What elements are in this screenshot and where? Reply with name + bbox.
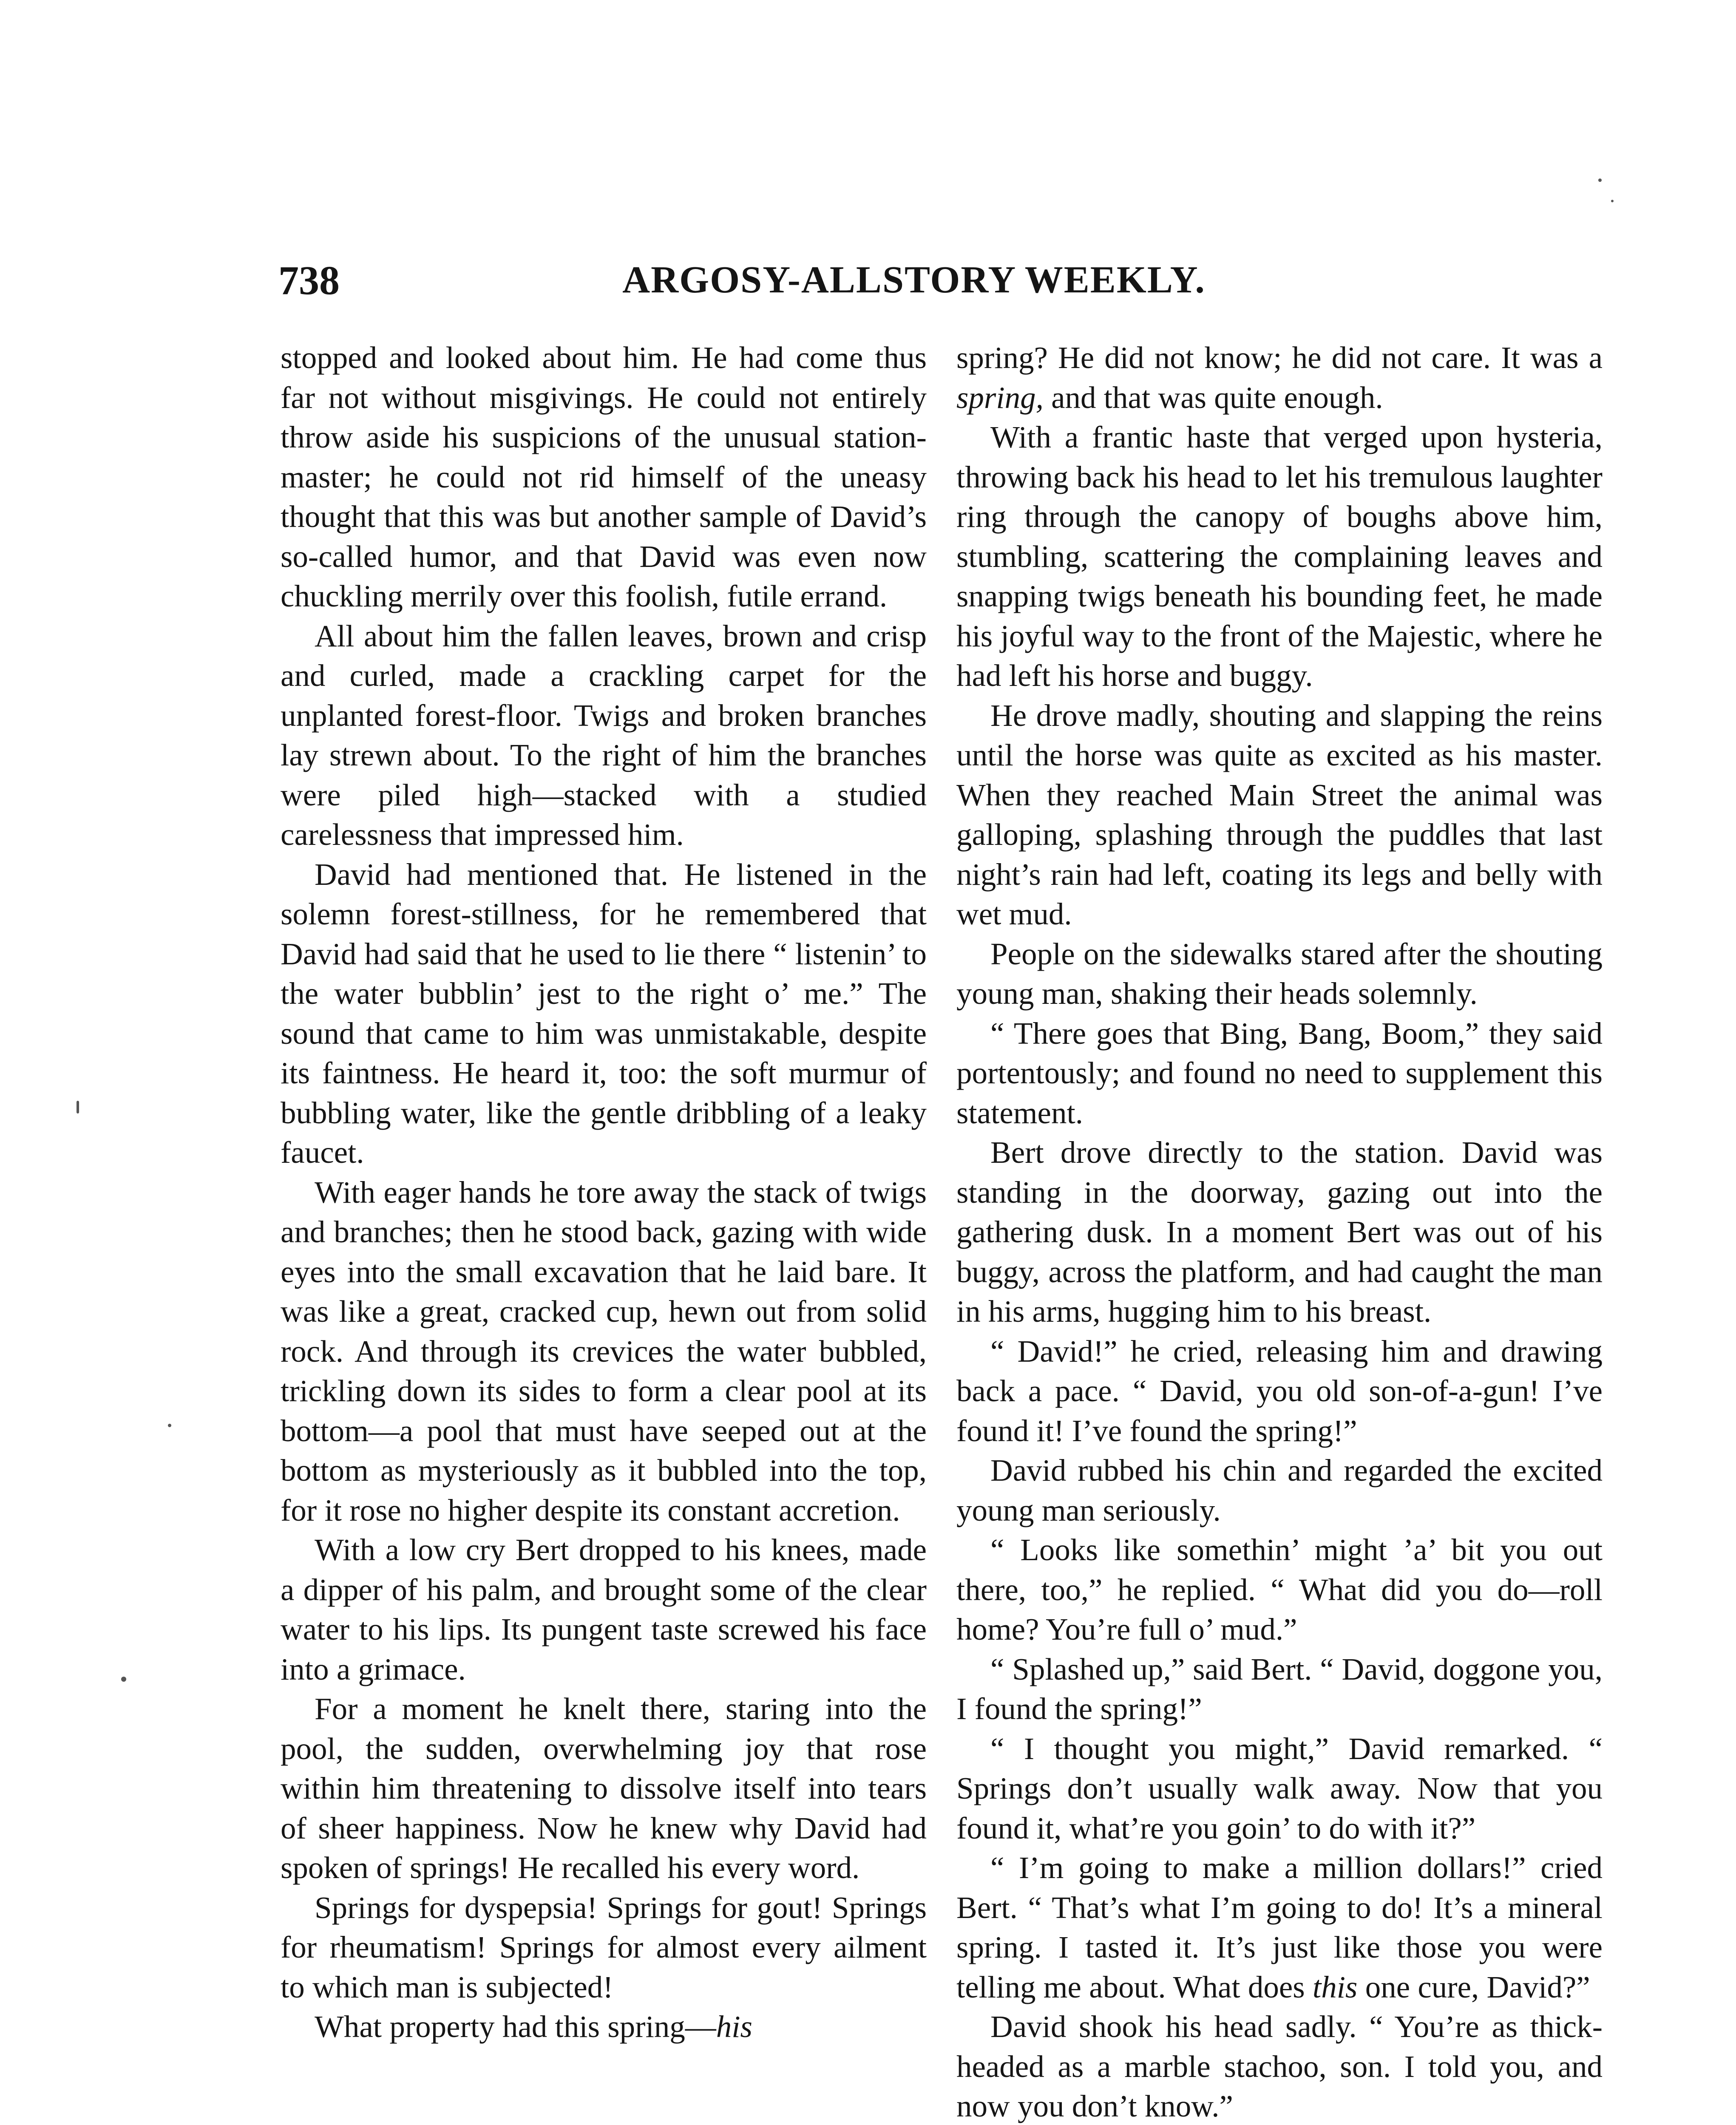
- scan-speck: [121, 1677, 126, 1682]
- paragraph: With a low cry Bert dropped to his knees, made a dipper of his palm, and brought some of the clear water to his lips. Its pungent taste screwed his face into a grimace.: [281, 1533, 927, 1686]
- paragraph: “ I’m going to make a million dollars!” cried Bert. “ That’s what I’m going to do! It’s a mineral spring. I tasted it. It’s just like those you were telling me about. What does this one cure, David?”: [956, 1850, 1603, 2004]
- left-column: [281, 338, 927, 2047]
- scan-speck: [1598, 178, 1602, 182]
- paragraph: stopped and looked about him. He had come thus far not without misgivings. He could not entirely throw aside his suspicions of the unusual station-master; he could not rid himself of the uneasy thought that this was but another sample of David’s so-called humor, and that David was even now chuckling merrily over this foolish, futile errand.: [281, 340, 927, 613]
- scan-speck: [168, 1424, 171, 1427]
- paragraph: spring? He did not know; he did not care. It was a spring, and that was quite enough.: [956, 340, 1603, 415]
- page-number: 738: [278, 258, 340, 303]
- paragraph: David rubbed his chin and regarded the excited young man seriously.: [956, 1453, 1603, 1527]
- paragraph: “ Splashed up,” said Bert. “ David, doggone you, I found the spring!”: [956, 1652, 1603, 1726]
- paragraph: Springs for dyspepsia! Springs for gout! Springs for rheumatism! Springs for almost every ailment to which man is subjected!: [281, 1890, 927, 2004]
- right-column: [956, 338, 1603, 2125]
- paragraph: With eager hands he tore away the stack of twigs and branches; then he stood back, gazing with wide eyes into the small excavation that he laid bare. It was like a great, cracked cup, hewn out from solid rock. And through its crevices the water bubbled, trickling down its sides to form a clear pool at its bottom—a pool that must have seeped out at the bottom as mysteriously as it bubbled into the top, for it rose no higher despite its constant accretion.: [281, 1175, 927, 1527]
- scan-speck: [1611, 200, 1614, 202]
- paragraph: “ David!” he cried, releasing him and drawing back a pace. “ David, you old son-of-a-gun! I’ve found it! I’ve found the spring!”: [956, 1334, 1603, 1448]
- paragraph: What property had this spring—his: [315, 2009, 752, 2044]
- paragraph: “ Looks like somethin’ might ’a’ bit you out there, too,” he replied. “ What did you do—roll home? You’re full o’ mud.”: [956, 1533, 1603, 1646]
- running-head: ARGOSY-ALLSTORY WEEKLY.: [622, 259, 1206, 301]
- paragraph: All about him the fallen leaves, brown and crisp and curled, made a crackling carpet for the unplanted forest-floor. Twigs and broken branches lay strewn about. To the right of him the branches were piled high—stacked with a studied carelessness that impressed him.: [281, 618, 927, 852]
- paragraph: David had mentioned that. He listened in the solemn forest-stillness, for he remembered that David had said that he used to lie there “ listenin’ to the water bubblin’ jest to the right o’ me.” The sound that came to him was unmistakable, despite its faintness. He heard it, too: the soft murmur of bubbling water, like the gentle dribbling of a leaky faucet.: [281, 857, 927, 1170]
- paragraph: “ I thought you might,” David remarked. “ Springs don’t usually walk away. Now that you found it, what’re you goin’ to do with it?”: [956, 1731, 1603, 1845]
- scan-speck: [77, 1101, 79, 1114]
- paragraph: He drove madly, shouting and slapping the reins until the horse was quite as excited as his master. When they reached Main Street the animal was galloping, splashing through the puddles that last night’s rain had left, coating its legs and belly with wet mud.: [956, 698, 1603, 931]
- paragraph: For a moment he knelt there, staring into the pool, the sudden, overwhelming joy that rose within him threatening to dissolve itself into tears of sheer happiness. Now he knew why David had spoken of springs! He recalled his every word.: [281, 1692, 927, 1885]
- paragraph: “ There goes that Bing, Bang, Boom,” they said portentously; and found no need to supplement this statement.: [956, 1016, 1603, 1130]
- paragraph: With a frantic haste that verged upon hysteria, throwing back his head to let his tremulous laughter ring through the canopy of boughs above him, stumbling, scattering the complaining leaves and snapping twigs beneath his bounding feet, he made his joyful way to the front of the Majestic, where he had left his horse and buggy.: [956, 420, 1603, 693]
- paragraph: David shook his head sadly. “ You’re as thick-headed as a marble stachoo, son. I told you, and now you don’t know.”: [956, 2009, 1603, 2123]
- paragraph: People on the sidewalks stared after the shouting young man, shaking their heads solemnly.: [956, 936, 1603, 1011]
- paragraph: Bert drove directly to the station. David was standing in the doorway, gazing out into the gathering dusk. In a moment Bert was out of his buggy, across the platform, and had caught the man in his arms, hugging him to his breast.: [956, 1135, 1603, 1329]
